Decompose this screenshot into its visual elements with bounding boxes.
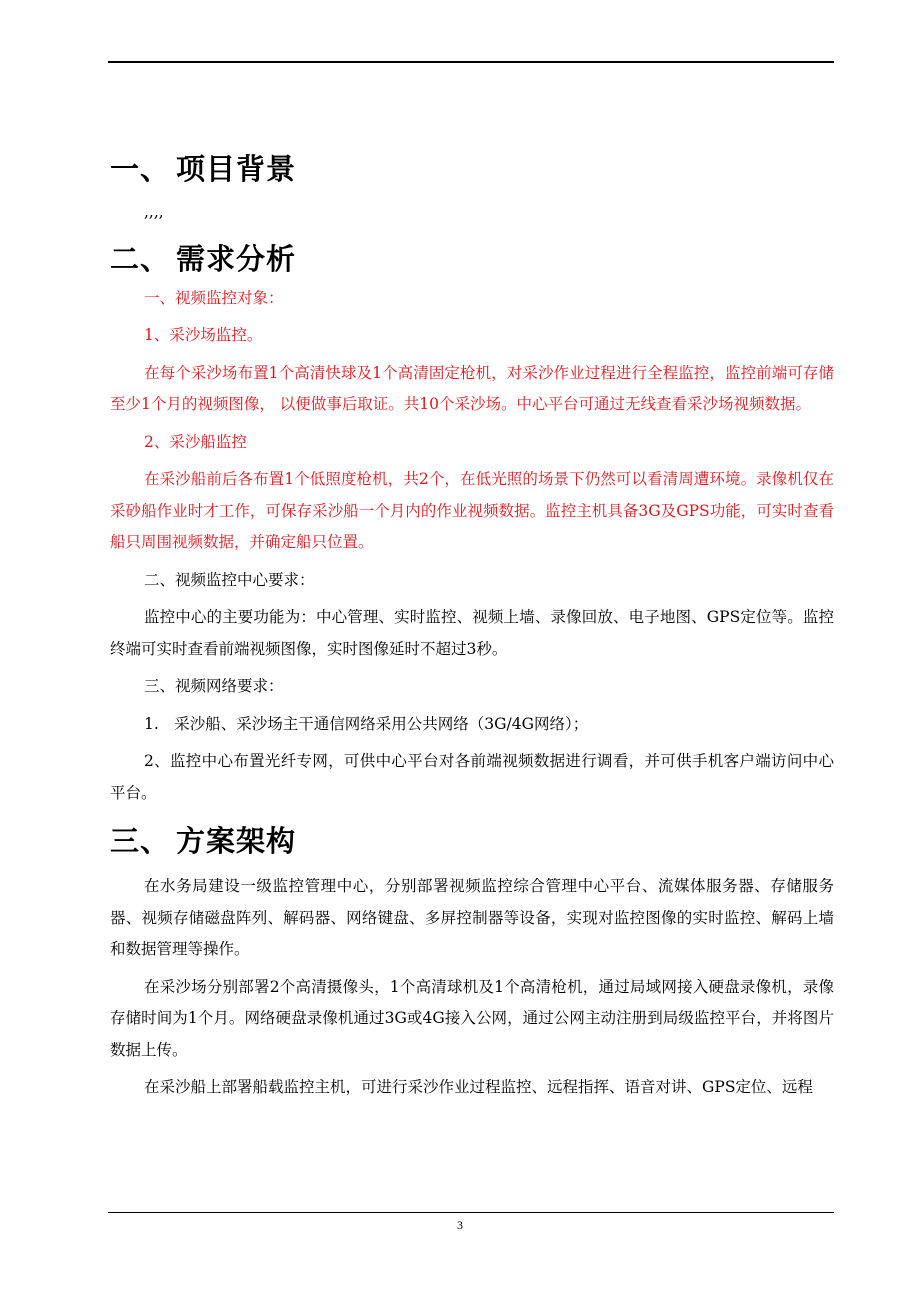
architecture-paragraph-2: 在采沙场分别部署2个高清摄像头，1个高清球机及1个高清枪机，通过局域网接入硬盘录像机，录像存储时间为1个月。网络硬盘录像机通过3G或4G接入公网，通过公网主动注册到局级监控平台，并将图片数据上传。 [110, 977, 834, 1059]
section-title: 需求分析 [176, 241, 297, 276]
item-sand-boat-text: 在采沙船前后各布置1个低照度枪机，共2个，在低光照的场景下仍然可以看清周遭环境。录像机仅在采砂船作业时才工作，可保存采沙船一个月内的作业视频数据。监控主机具备3G及GPS功能，可实时查看船只周围视频数据，并确定船只位置。 [110, 470, 834, 551]
section-heading-architecture [110, 817, 834, 865]
subheading-monitoring-center: 二、视频监控中心要求： [144, 570, 315, 589]
network-item-2: 2、监控中心布置光纤专网，可供中心平台对各前端视频数据进行调看，并可供手机客户端访问中心平台。 [110, 752, 834, 802]
footer-rule [108, 1212, 834, 1213]
section-number: 二、 [110, 241, 171, 276]
network-item-1: 1. 采沙船、采沙场主干通信网络采用公共网络（3G/4G网络）； [144, 714, 589, 733]
item-sand-boat-title: 2、采沙船监控 [144, 432, 247, 451]
header-rule [108, 61, 834, 63]
section-heading-background [110, 145, 834, 193]
monitoring-center-text: 监控中心的主要功能为：中心管理、实时监控、视频上墙、录像回放、电子地图、GPS定位等。监控终端可实时查看前端视频图像，实时图像延时不超过3秒。 [110, 608, 834, 658]
section-title: 方案架构 [176, 824, 297, 858]
section-heading-requirements [110, 235, 834, 283]
architecture-paragraph-3: 在采沙船上部署船载监控主机，可进行采沙作业过程监控、远程指挥、语音对讲、GPS定位、远程 [144, 1078, 813, 1096]
section-number: 一、 [110, 152, 171, 186]
document-body [110, 145, 834, 1104]
architecture-paragraph-1: 在水务局建设一级监控管理中心，分别部署视频监控综合管理中心平台、流媒体服务器、存储服务器、视频存储磁盘阵列、解码器、网络键盘、多屏控制器等设备，实现对监控图像的实时监控、解码上墙和数据管理等操作。 [110, 877, 834, 958]
section-title: 项目背景 [176, 152, 297, 186]
item-sand-yard-text: 在每个采沙场布置1个高清快球及1个高清固定枪机，对采沙作业过程进行全程监控，监控前端可存储至少1个月的视频图像， 以便做事后取证。共10个采沙场。中心平台可通过无线查看采沙场视频数据。 [110, 363, 834, 413]
item-sand-yard-title: 1、采沙场监控。 [144, 326, 263, 344]
section-number: 三、 [110, 824, 171, 858]
subheading-network: 三、视频网络要求： [144, 677, 284, 695]
subheading-monitoring-targets: 一、视频监控对象： [144, 288, 284, 307]
page-number: 3 [457, 1218, 463, 1232]
background-text: ,,,, [144, 203, 164, 221]
